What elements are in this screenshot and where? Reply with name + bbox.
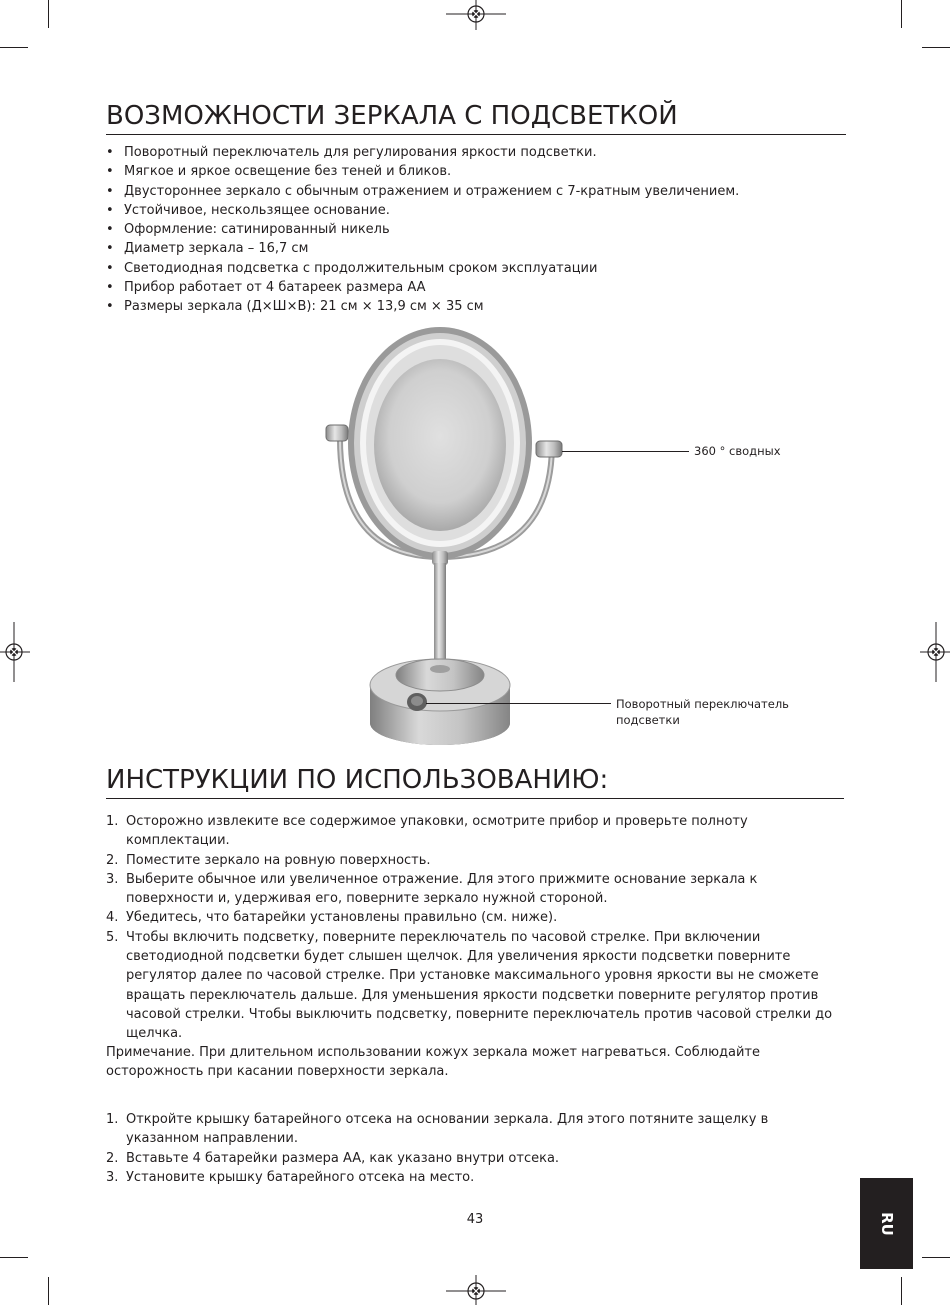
- step-number: 1.: [106, 814, 119, 829]
- feature-item: • Светодиодная подсветка с продолжительным сроком эксплуатации: [106, 259, 739, 278]
- registration-mark-left: [0, 622, 30, 682]
- step-text: Осторожно извлеките все содержимое упаковки, осмотрите прибор и проверьте полноту комплектации.: [126, 814, 748, 849]
- step-number: 3.: [106, 871, 119, 887]
- features-list: [106, 143, 739, 317]
- callout-switch-line2: подсветки: [616, 713, 680, 727]
- step-number: 2.: [106, 852, 119, 868]
- feature-item: • Размеры зеркала (Д×Ш×В): 21 см × 13,9 см × 35 см: [106, 297, 739, 316]
- step-number: 2.: [106, 1150, 119, 1166]
- instruction-step: [106, 851, 836, 870]
- registration-mark-top: [446, 0, 506, 30]
- feature-item: • Мягкое и яркое освещение без теней и бликов.: [106, 162, 739, 181]
- callout-switch-label: [616, 696, 789, 728]
- page-number: 43: [466, 1212, 484, 1227]
- language-tab-label: RU: [877, 1211, 896, 1236]
- step-text: Поместите зеркало на ровную поверхность.: [126, 852, 431, 868]
- step-text: Выберите обычное или увеличенное отражение. Для этого прижмите основание зеркала к поверхности и, удерживая его, поверните зеркало нужной стороной.: [126, 871, 758, 907]
- callout-switch-line1: Поворотный переключатель: [616, 697, 789, 711]
- battery-step: [106, 1110, 836, 1149]
- feature-item: • Устойчивое, нескользящее основание.: [106, 201, 739, 220]
- language-tab: [860, 1178, 913, 1269]
- step-number: 3.: [106, 1169, 119, 1185]
- note-paragraph: Примечание. При длительном использовании кожух зеркала может нагреваться. Соблюдайте осторожность при касании поверхности зеркала.: [106, 1045, 760, 1080]
- step-number: 4.: [106, 910, 119, 926]
- instructions-list: [106, 812, 836, 1044]
- instruction-step: [106, 812, 836, 851]
- step-text: Чтобы включить подсветку, поверните переключатель по часовой стрелке. При включении светодиодной подсветки будет слышен щелчок. Для увеличения яркости подсветки поверните регулятор далее по часовой стрелке. При установке максимального уровня яркости вы не сможете вращать переключатель дальше. Для уменьшения яркости подсветки поверните регулятор против часовой стрелки. Чтобы выключить подсветку, поверните переключатель против часовой стрелки до щелчка.: [126, 929, 833, 1042]
- step-number: 1.: [106, 1112, 119, 1127]
- callout-line-pivot: [562, 451, 689, 452]
- battery-step: [106, 1149, 836, 1168]
- mirror-illustration: [300, 325, 630, 755]
- feature-item: • Поворотный переключатель для регулирования яркости подсветки.: [106, 143, 739, 162]
- battery-step: [106, 1168, 836, 1187]
- step-text: Вставьте 4 батарейки размера AA, как указано внутри отсека.: [126, 1150, 560, 1166]
- feature-item: • Двустороннее зеркало с обычным отражением и отражением с 7-кратным увеличением.: [106, 182, 739, 201]
- instructions-heading: ИНСТРУКЦИИ ПО ИСПОЛЬЗОВАНИЮ:: [106, 764, 844, 799]
- feature-item: • Прибор работает от 4 батареек размера AA: [106, 278, 739, 297]
- features-heading: ВОЗМОЖНОСТИ ЗЕРКАЛА С ПОДСВЕТКОЙ: [106, 100, 846, 135]
- step-text: Установите крышку батарейного отсека на место.: [126, 1169, 475, 1185]
- step-text: Откройте крышку батарейного отсека на основании зеркала. Для этого потяните защелку в указанном направлении.: [126, 1112, 769, 1147]
- callout-pivot-label: 360 ° сводных: [694, 444, 781, 458]
- registration-mark-right: [920, 622, 950, 682]
- instruction-step: [106, 928, 836, 1044]
- callout-line-switch: [426, 703, 611, 704]
- registration-mark-bottom: [446, 1275, 506, 1305]
- battery-steps-list: [106, 1110, 836, 1187]
- step-number: 5.: [106, 929, 119, 945]
- step-text: Убедитесь, что батарейки установлены правильно (см. ниже).: [126, 910, 558, 926]
- feature-item: • Оформление: сатинированный никель: [106, 220, 739, 239]
- instruction-step: [106, 908, 836, 927]
- instruction-step: [106, 870, 836, 909]
- feature-item: • Диаметр зеркала – 16,7 см: [106, 239, 739, 258]
